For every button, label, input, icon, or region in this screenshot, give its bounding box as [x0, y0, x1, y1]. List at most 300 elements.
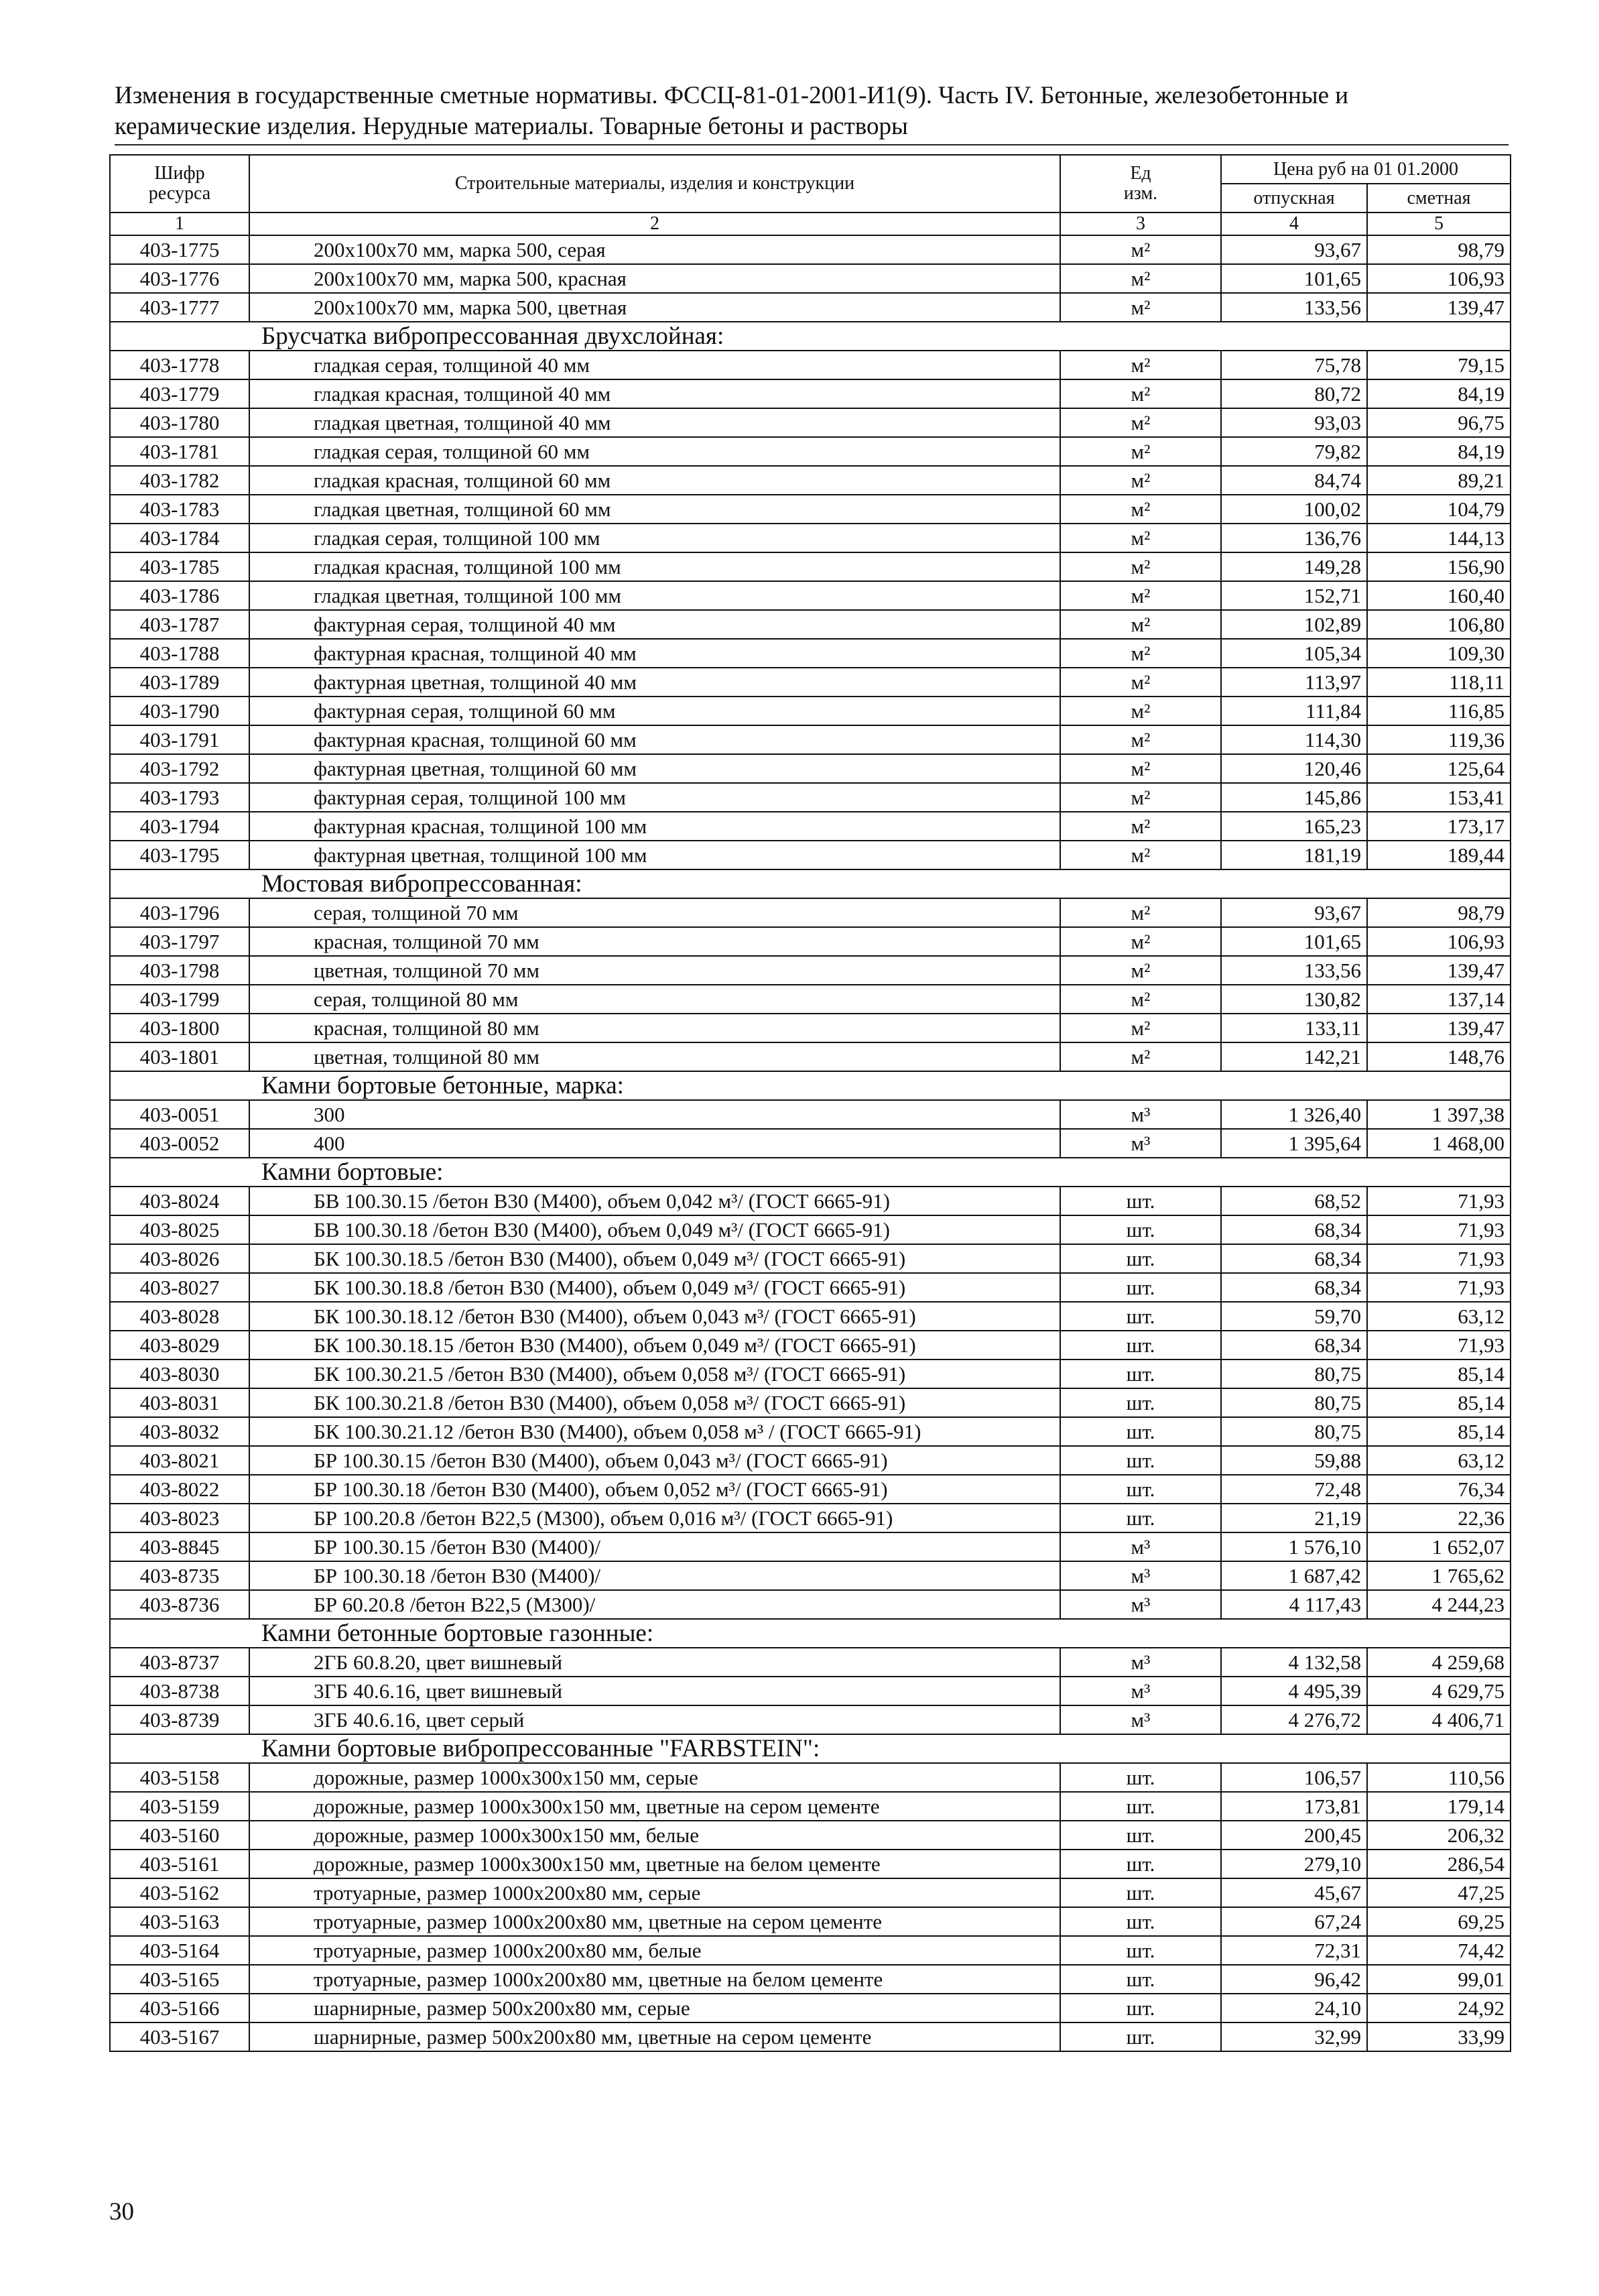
release-price-cell: 21,19 — [1221, 1504, 1367, 1532]
header-rule — [115, 144, 1509, 145]
table-row — [110, 956, 1511, 985]
unit-cell: шт. — [1060, 1360, 1221, 1388]
header-title-line-2: керамические изделия. Нерудные материалы. Товарные бетоны и растворы — [115, 113, 908, 140]
estimate-price-cell: 1 765,62 — [1367, 1561, 1511, 1590]
material-name-cell: 3ГБ 40.6.16, цвет вишневый — [249, 1677, 1060, 1705]
column-number: 1 — [110, 213, 249, 235]
resource-code-cell: 403-8025 — [110, 1215, 249, 1244]
material-name-cell: гладкая серая, толщиной 40 мм — [249, 351, 1060, 379]
table-row — [110, 1244, 1511, 1273]
column-number-row — [110, 213, 1511, 235]
material-name-cell: гладкая цветная, толщиной 40 мм — [249, 408, 1060, 437]
estimate-price-cell: 76,34 — [1367, 1475, 1511, 1504]
resource-code-cell: 403-1787 — [110, 610, 249, 639]
unit-cell: м² — [1060, 725, 1221, 754]
resource-code-cell: 403-1796 — [110, 898, 249, 927]
estimate-price-cell: 69,25 — [1367, 1907, 1511, 1936]
table-row — [110, 1878, 1511, 1907]
table-row — [110, 1273, 1511, 1302]
resource-code-cell: 403-5165 — [110, 1965, 249, 1994]
unit-cell: м² — [1060, 985, 1221, 1014]
unit-cell: м² — [1060, 379, 1221, 408]
page-header — [115, 80, 1509, 142]
unit-cell: м² — [1060, 495, 1221, 524]
release-price-cell: 200,45 — [1221, 1821, 1367, 1850]
release-price-cell: 279,10 — [1221, 1850, 1367, 1878]
unit-cell: шт. — [1060, 1388, 1221, 1417]
section-row — [110, 1619, 1511, 1648]
unit-cell: м² — [1060, 264, 1221, 293]
estimate-price-cell: 139,47 — [1367, 293, 1511, 322]
resource-code-cell: 403-8030 — [110, 1360, 249, 1388]
material-name-cell: БР 100.30.15 /бетон В30 (М400), объем 0,043 м³/ (ГОСТ 6665-91) — [249, 1446, 1060, 1475]
material-name-cell: фактурная красная, толщиной 60 мм — [249, 725, 1060, 754]
resource-code-cell: 403-5161 — [110, 1850, 249, 1878]
material-name-cell: цветная, толщиной 80 мм — [249, 1042, 1060, 1071]
estimate-price-cell: 148,76 — [1367, 1042, 1511, 1071]
estimate-price-cell: 71,93 — [1367, 1187, 1511, 1215]
material-name-cell: шарнирные, размер 500x200x80 мм, цветные на сером цементе — [249, 2022, 1060, 2051]
resource-code-cell: 403-1779 — [110, 379, 249, 408]
resource-code-cell: 403-1782 — [110, 466, 249, 495]
release-price-cell: 68,52 — [1221, 1187, 1367, 1215]
material-name-cell: дорожные, размер 1000x300x150 мм, цветные на сером цементе — [249, 1792, 1060, 1821]
estimate-price-cell: 85,14 — [1367, 1417, 1511, 1446]
release-price-cell: 165,23 — [1221, 812, 1367, 841]
table-row — [110, 1417, 1511, 1446]
resource-code-cell: 403-1797 — [110, 927, 249, 956]
price-table — [109, 154, 1511, 2052]
release-price-cell: 100,02 — [1221, 495, 1367, 524]
unit-cell: шт. — [1060, 1215, 1221, 1244]
material-name-cell: дорожные, размер 1000x300x150 мм, цветные на белом цементе — [249, 1850, 1060, 1878]
material-name-cell: гладкая серая, толщиной 100 мм — [249, 524, 1060, 552]
estimate-price-cell: 125,64 — [1367, 754, 1511, 783]
estimate-price-cell: 71,93 — [1367, 1244, 1511, 1273]
unit-cell: м³ — [1060, 1705, 1221, 1734]
resource-code-cell: 403-1792 — [110, 754, 249, 783]
release-price-cell: 120,46 — [1221, 754, 1367, 783]
material-name-cell: фактурная цветная, толщиной 60 мм — [249, 754, 1060, 783]
section-title: Камни бортовые: — [110, 1158, 1511, 1187]
material-name-cell: БК 100.30.21.12 /бетон В30 (М400), объем 0,058 м³ / (ГОСТ 6665-91) — [249, 1417, 1060, 1446]
unit-cell: шт. — [1060, 1965, 1221, 1994]
material-name-cell: красная, толщиной 70 мм — [249, 927, 1060, 956]
table-row — [110, 1532, 1511, 1561]
table-row — [110, 1705, 1511, 1734]
release-price-cell: 149,28 — [1221, 552, 1367, 581]
resource-code-cell: 403-5159 — [110, 1792, 249, 1821]
estimate-price-cell: 286,54 — [1367, 1850, 1511, 1878]
material-name-cell: БК 100.30.18.12 /бетон В30 (М400), объем 0,043 м³/ (ГОСТ 6665-91) — [249, 1302, 1060, 1331]
unit-cell: м² — [1060, 639, 1221, 668]
estimate-price-cell: 85,14 — [1367, 1388, 1511, 1417]
table-row — [110, 293, 1511, 322]
material-name-cell: фактурная серая, толщиной 40 мм — [249, 610, 1060, 639]
estimate-price-cell: 71,93 — [1367, 1273, 1511, 1302]
material-name-cell: фактурная красная, толщиной 100 мм — [249, 812, 1060, 841]
table-row — [110, 1187, 1511, 1215]
table-row — [110, 2022, 1511, 2051]
table-row — [110, 1388, 1511, 1417]
table-row — [110, 1100, 1511, 1129]
estimate-price-cell: 22,36 — [1367, 1504, 1511, 1532]
table-row — [110, 1648, 1511, 1677]
column-number: 5 — [1367, 213, 1511, 235]
table-row — [110, 235, 1511, 264]
table-row — [110, 1014, 1511, 1042]
release-price-cell: 173,81 — [1221, 1792, 1367, 1821]
material-name-cell: БР 100.20.8 /бетон В22,5 (М300), объем 0,016 м³/ (ГОСТ 6665-91) — [249, 1504, 1060, 1532]
unit-cell: шт. — [1060, 1763, 1221, 1792]
resource-code-cell: 403-8031 — [110, 1388, 249, 1417]
table-row — [110, 466, 1511, 495]
material-name-cell: БР 60.20.8 /бетон В22,5 (М300)/ — [249, 1590, 1060, 1619]
estimate-price-cell: 4 259,68 — [1367, 1648, 1511, 1677]
unit-cell: м² — [1060, 668, 1221, 697]
release-price-cell: 79,82 — [1221, 437, 1367, 466]
table-row — [110, 1360, 1511, 1388]
unit-cell: м² — [1060, 524, 1221, 552]
release-price-cell: 32,99 — [1221, 2022, 1367, 2051]
unit-header-line-2: изм. — [1123, 183, 1158, 204]
material-name-cell: шарнирные, размер 500x200x80 мм, серые — [249, 1994, 1060, 2022]
unit-cell: шт. — [1060, 1821, 1221, 1850]
material-name-cell: гладкая красная, толщиной 40 мм — [249, 379, 1060, 408]
release-price-cell: 67,24 — [1221, 1907, 1367, 1936]
table-row — [110, 898, 1511, 927]
material-name-cell: 300 — [249, 1100, 1060, 1129]
header-title-line-1: Изменения в государственные сметные нормативы. ФССЦ-81-01-2001-И1(9). Часть IV. Бетонные, железобетонные и — [115, 82, 1349, 109]
estimate-price-cell: 71,93 — [1367, 1331, 1511, 1360]
table-row — [110, 1129, 1511, 1158]
estimate-price-cell: 79,15 — [1367, 351, 1511, 379]
material-name-cell: гладкая цветная, толщиной 60 мм — [249, 495, 1060, 524]
table-row — [110, 1763, 1511, 1792]
section-row — [110, 322, 1511, 351]
resource-code-cell: 403-1790 — [110, 697, 249, 725]
resource-code-cell: 403-5166 — [110, 1994, 249, 2022]
release-price-cell: 93,67 — [1221, 898, 1367, 927]
code-column-header — [110, 155, 249, 213]
resource-code-cell: 403-8027 — [110, 1273, 249, 1302]
section-title: Мостовая вибропрессованная: — [110, 869, 1511, 898]
estimate-price-cell: 1 468,00 — [1367, 1129, 1511, 1158]
unit-cell: м² — [1060, 235, 1221, 264]
table-row — [110, 495, 1511, 524]
material-name-cell: дорожные, размер 1000x300x150 мм, белые — [249, 1821, 1060, 1850]
unit-cell: м² — [1060, 841, 1221, 869]
release-price-cell: 75,78 — [1221, 351, 1367, 379]
unit-cell: м² — [1060, 754, 1221, 783]
release-price-cell: 1 687,42 — [1221, 1561, 1367, 1590]
material-name-cell: БР 100.30.18 /бетон В30 (М400), объем 0,052 м³/ (ГОСТ 6665-91) — [249, 1475, 1060, 1504]
unit-column-header — [1060, 155, 1221, 213]
section-row — [110, 1734, 1511, 1763]
estimate-price-cell: 156,90 — [1367, 552, 1511, 581]
table-row — [110, 1446, 1511, 1475]
column-number: 2 — [249, 213, 1060, 235]
estimate-price-cell: 63,12 — [1367, 1446, 1511, 1475]
material-name-cell: БВ 100.30.15 /бетон В30 (М400), объем 0,042 м³/ (ГОСТ 6665-91) — [249, 1187, 1060, 1215]
table-row — [110, 1907, 1511, 1936]
resource-code-cell: 403-1793 — [110, 783, 249, 812]
estimate-price-cell: 33,99 — [1367, 2022, 1511, 2051]
material-name-cell: серая, толщиной 80 мм — [249, 985, 1060, 1014]
unit-cell: шт. — [1060, 1331, 1221, 1360]
resource-code-cell: 403-8021 — [110, 1446, 249, 1475]
section-row — [110, 1071, 1511, 1100]
resource-code-cell: 403-8023 — [110, 1504, 249, 1532]
release-price-cell: 114,30 — [1221, 725, 1367, 754]
estimate-price-cell: 139,47 — [1367, 1014, 1511, 1042]
unit-cell: м² — [1060, 783, 1221, 812]
table-row — [110, 783, 1511, 812]
code-header-line-1: Шифр — [154, 163, 205, 184]
resource-code-cell: 403-8739 — [110, 1705, 249, 1734]
release-price-cell: 145,86 — [1221, 783, 1367, 812]
material-name-cell: гладкая цветная, толщиной 100 мм — [249, 581, 1060, 610]
release-price-cell: 181,19 — [1221, 841, 1367, 869]
release-price-cell: 1 395,64 — [1221, 1129, 1367, 1158]
release-price-cell: 133,11 — [1221, 1014, 1367, 1042]
release-price-cell: 59,70 — [1221, 1302, 1367, 1331]
table-row — [110, 1994, 1511, 2022]
table-row — [110, 1331, 1511, 1360]
estimate-price-cell: 139,47 — [1367, 956, 1511, 985]
estimate-price-cell: 116,85 — [1367, 697, 1511, 725]
estimate-price-cell: 89,21 — [1367, 466, 1511, 495]
resource-code-cell: 403-0052 — [110, 1129, 249, 1158]
table-row — [110, 1504, 1511, 1532]
unit-cell: м³ — [1060, 1129, 1221, 1158]
material-name-cell: БК 100.30.21.5 /бетон В30 (М400), объем 0,058 м³/ (ГОСТ 6665-91) — [249, 1360, 1060, 1388]
table-body — [110, 235, 1511, 2051]
estimate-price-cell: 106,93 — [1367, 264, 1511, 293]
material-name-cell: 400 — [249, 1129, 1060, 1158]
release-price-cell: 59,88 — [1221, 1446, 1367, 1475]
estimate-price-cell: 99,01 — [1367, 1965, 1511, 1994]
resource-code-cell: 403-1788 — [110, 639, 249, 668]
estimate-price-cell: 63,12 — [1367, 1302, 1511, 1331]
material-name-cell: фактурная серая, толщиной 60 мм — [249, 697, 1060, 725]
material-name-cell: гладкая красная, толщиной 60 мм — [249, 466, 1060, 495]
release-price-cell: 133,56 — [1221, 956, 1367, 985]
section-row — [110, 1158, 1511, 1187]
release-price-cell: 4 276,72 — [1221, 1705, 1367, 1734]
table-row — [110, 1965, 1511, 1994]
material-name-cell: 200x100x70 мм, марка 500, красная — [249, 264, 1060, 293]
release-price-cell: 102,89 — [1221, 610, 1367, 639]
table-row — [110, 1821, 1511, 1850]
resource-code-cell: 403-1795 — [110, 841, 249, 869]
estimate-price-cell: 24,92 — [1367, 1994, 1511, 2022]
estimate-price-cell: 4 629,75 — [1367, 1677, 1511, 1705]
material-name-cell: красная, толщиной 80 мм — [249, 1014, 1060, 1042]
resource-code-cell: 403-5160 — [110, 1821, 249, 1850]
resource-code-cell: 403-1781 — [110, 437, 249, 466]
resource-code-cell: 403-1778 — [110, 351, 249, 379]
unit-cell: м³ — [1060, 1100, 1221, 1129]
estimate-price-cell: 98,79 — [1367, 898, 1511, 927]
release-price-cell: 93,67 — [1221, 235, 1367, 264]
estimate-price-cell: 4 244,23 — [1367, 1590, 1511, 1619]
table-row — [110, 581, 1511, 610]
estimate-price-cell: 106,93 — [1367, 927, 1511, 956]
material-name-cell: БК 100.30.18.5 /бетон В30 (М400), объем 0,049 м³/ (ГОСТ 6665-91) — [249, 1244, 1060, 1273]
estimate-price-cell: 173,17 — [1367, 812, 1511, 841]
material-name-cell: цветная, толщиной 70 мм — [249, 956, 1060, 985]
resource-code-cell: 403-5158 — [110, 1763, 249, 1792]
estimate-price-cell: 74,42 — [1367, 1936, 1511, 1965]
resource-code-cell: 403-8029 — [110, 1331, 249, 1360]
release-price-cell: 1 576,10 — [1221, 1532, 1367, 1561]
material-name-cell: 3ГБ 40.6.16, цвет серый — [249, 1705, 1060, 1734]
estimate-price-cell: 1 397,38 — [1367, 1100, 1511, 1129]
unit-cell: м² — [1060, 466, 1221, 495]
unit-cell: м³ — [1060, 1532, 1221, 1561]
table-row — [110, 408, 1511, 437]
release-price-cell: 130,82 — [1221, 985, 1367, 1014]
material-name-cell: тротуарные, размер 1000x200x80 мм, цветные на сером цементе — [249, 1907, 1060, 1936]
code-header-line-2: ресурса — [148, 183, 211, 204]
resource-code-cell: 403-1798 — [110, 956, 249, 985]
table-row — [110, 1042, 1511, 1071]
unit-cell: м² — [1060, 898, 1221, 927]
section-title: Камни бетонные бортовые газонные: — [110, 1619, 1511, 1648]
estimate-price-header: сметная — [1367, 184, 1511, 213]
name-column-header: Строительные материалы, изделия и конструкции — [249, 155, 1060, 213]
release-price-cell: 68,34 — [1221, 1215, 1367, 1244]
table-row — [110, 985, 1511, 1014]
table-row — [110, 927, 1511, 956]
table-row — [110, 639, 1511, 668]
resource-code-cell: 403-1776 — [110, 264, 249, 293]
material-name-cell: тротуарные, размер 1000x200x80 мм, серые — [249, 1878, 1060, 1907]
unit-cell: шт. — [1060, 1302, 1221, 1331]
resource-code-cell: 403-1780 — [110, 408, 249, 437]
resource-code-cell: 403-8024 — [110, 1187, 249, 1215]
resource-code-cell: 403-5167 — [110, 2022, 249, 2051]
resource-code-cell: 403-1775 — [110, 235, 249, 264]
unit-cell: м² — [1060, 408, 1221, 437]
material-name-cell: тротуарные, размер 1000x200x80 мм, белые — [249, 1936, 1060, 1965]
unit-cell: шт. — [1060, 1504, 1221, 1532]
table-row — [110, 754, 1511, 783]
table-row — [110, 1561, 1511, 1590]
material-name-cell: фактурная цветная, толщиной 100 мм — [249, 841, 1060, 869]
price-group-header: Цена руб на 01 01.2000 — [1221, 155, 1511, 184]
material-name-cell: фактурная красная, толщиной 40 мм — [249, 639, 1060, 668]
material-name-cell: БР 100.30.15 /бетон В30 (М400)/ — [249, 1532, 1060, 1561]
release-price-cell: 80,75 — [1221, 1360, 1367, 1388]
material-name-cell: БК 100.30.21.8 /бетон В30 (М400), объем 0,058 м³/ (ГОСТ 6665-91) — [249, 1388, 1060, 1417]
table-row — [110, 610, 1511, 639]
release-price-cell: 101,65 — [1221, 264, 1367, 293]
material-name-cell: дорожные, размер 1000x300x150 мм, серые — [249, 1763, 1060, 1792]
material-name-cell: 200x100x70 мм, марка 500, цветная — [249, 293, 1060, 322]
material-name-cell: 200x100x70 мм, марка 500, серая — [249, 235, 1060, 264]
material-name-cell: БВ 100.30.18 /бетон В30 (М400), объем 0,049 м³/ (ГОСТ 6665-91) — [249, 1215, 1060, 1244]
section-title: Камни бортовые вибропрессованные "FARBSTEIN": — [110, 1734, 1511, 1763]
estimate-price-cell: 179,14 — [1367, 1792, 1511, 1821]
unit-cell: шт. — [1060, 1417, 1221, 1446]
unit-cell: шт. — [1060, 1792, 1221, 1821]
resource-code-cell: 403-1794 — [110, 812, 249, 841]
release-price-cell: 111,84 — [1221, 697, 1367, 725]
unit-cell: шт. — [1060, 1878, 1221, 1907]
unit-cell: м³ — [1060, 1648, 1221, 1677]
estimate-price-cell: 109,30 — [1367, 639, 1511, 668]
material-name-cell: БК 100.30.18.8 /бетон В30 (М400), объем 0,049 м³/ (ГОСТ 6665-91) — [249, 1273, 1060, 1302]
table-row — [110, 1475, 1511, 1504]
resource-code-cell: 403-8845 — [110, 1532, 249, 1561]
unit-cell: шт. — [1060, 2022, 1221, 2051]
column-number: 4 — [1221, 213, 1367, 235]
unit-cell: м² — [1060, 610, 1221, 639]
resource-code-cell: 403-8736 — [110, 1590, 249, 1619]
material-name-cell: тротуарные, размер 1000x200x80 мм, цветные на белом цементе — [249, 1965, 1060, 1994]
table-row — [110, 524, 1511, 552]
estimate-price-cell: 160,40 — [1367, 581, 1511, 610]
estimate-price-cell: 206,32 — [1367, 1821, 1511, 1850]
unit-cell: м² — [1060, 581, 1221, 610]
resource-code-cell: 403-8738 — [110, 1677, 249, 1705]
estimate-price-cell: 104,79 — [1367, 495, 1511, 524]
table-row — [110, 1936, 1511, 1965]
release-price-cell: 93,03 — [1221, 408, 1367, 437]
release-price-cell: 80,75 — [1221, 1388, 1367, 1417]
unit-cell: шт. — [1060, 1936, 1221, 1965]
resource-code-cell: 403-8737 — [110, 1648, 249, 1677]
release-price-cell: 106,57 — [1221, 1763, 1367, 1792]
unit-cell: м² — [1060, 812, 1221, 841]
material-name-cell: фактурная цветная, толщиной 40 мм — [249, 668, 1060, 697]
resource-code-cell: 403-8022 — [110, 1475, 249, 1504]
unit-cell: шт. — [1060, 1994, 1221, 2022]
section-row — [110, 869, 1511, 898]
material-name-cell: 2ГБ 60.8.20, цвет вишневый — [249, 1648, 1060, 1677]
unit-cell: м² — [1060, 293, 1221, 322]
estimate-price-cell: 110,56 — [1367, 1763, 1511, 1792]
resource-code-cell: 403-1799 — [110, 985, 249, 1014]
resource-code-cell: 403-0051 — [110, 1100, 249, 1129]
material-name-cell: гладкая красная, толщиной 100 мм — [249, 552, 1060, 581]
resource-code-cell: 403-1801 — [110, 1042, 249, 1071]
section-title: Камни бортовые бетонные, марка: — [110, 1071, 1511, 1100]
release-price-cell: 105,34 — [1221, 639, 1367, 668]
release-price-cell: 84,74 — [1221, 466, 1367, 495]
estimate-price-cell: 71,93 — [1367, 1215, 1511, 1244]
resource-code-cell: 403-1786 — [110, 581, 249, 610]
resource-code-cell: 403-1777 — [110, 293, 249, 322]
estimate-price-cell: 118,11 — [1367, 668, 1511, 697]
material-name-cell: серая, толщиной 70 мм — [249, 898, 1060, 927]
release-price-cell: 80,75 — [1221, 1417, 1367, 1446]
release-price-cell: 4 132,58 — [1221, 1648, 1367, 1677]
unit-cell: шт. — [1060, 1850, 1221, 1878]
unit-cell: шт. — [1060, 1446, 1221, 1475]
estimate-price-cell: 84,19 — [1367, 437, 1511, 466]
resource-code-cell: 403-1791 — [110, 725, 249, 754]
unit-cell: м² — [1060, 956, 1221, 985]
release-price-cell: 101,65 — [1221, 927, 1367, 956]
unit-cell: м³ — [1060, 1590, 1221, 1619]
section-title: Брусчатка вибропрессованная двухслойная: — [110, 322, 1511, 351]
unit-cell: шт. — [1060, 1273, 1221, 1302]
unit-cell: м² — [1060, 437, 1221, 466]
estimate-price-cell: 47,25 — [1367, 1878, 1511, 1907]
